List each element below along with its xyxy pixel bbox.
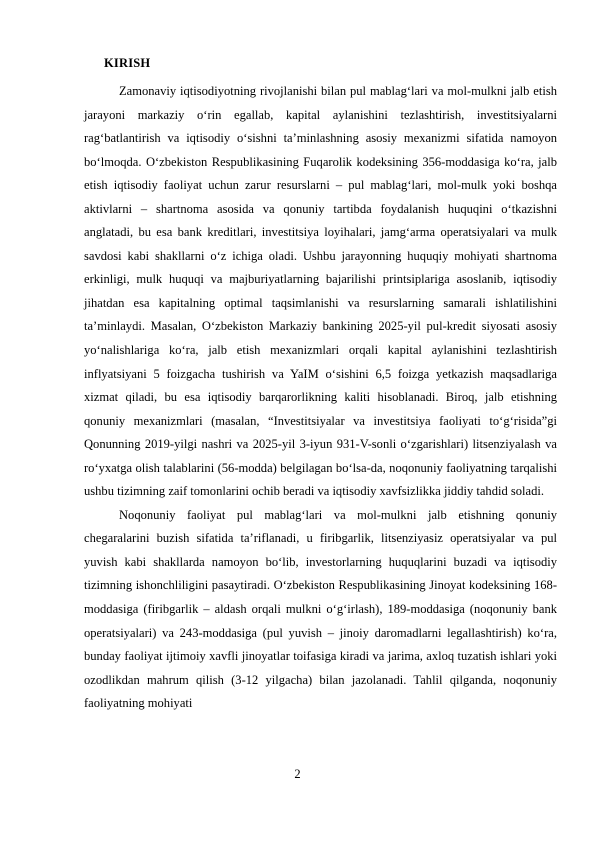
paragraph: Noqonuniy faoliyat pul mablagʻlari va mol-mulkni jalb etishning qonuniy chegaralarini buzish sifatida taʼriflanadi, u firibgarlik, litsenziyasiz operatsiyalar va pul yuvish kabi shakllarda namoyon boʻlib, investorlarning huquqlarini buzadi va iqtisodiy tizimning ishonchliligini pasaytiradi. Oʻzbekiston Respublikasining Jinoyat kodeksining 168-moddasiga (firibgarlik – aldash orqali mulkni oʻgʻirlash), 189-moddasiga (noqonuniy bank operatsiyalari) va 243-moddasiga (pul yuvish – jinoiy daromadlarni legallashtirish) koʻra, bunday faoliyat ijtimoiy xavfli jinoyatlar toifasiga kiradi va jarima, axloq tuzatish ishlari yoki ozodlikdan mahrum qilish (3-12 yilgacha) bilan jazolanadi. Tahlil qilganda, noqonuniy faoliyatning mohiyati	[84, 507, 557, 711]
body-text	[84, 80, 557, 716]
paragraph: Zamonaviy iqtisodiyotning rivojlanishi bilan pul mablagʻlari va mol-mulkni jalb etish jarayoni markaziy oʻrin egallab, kapital aylanishini tezlashtirish, investitsiyalarni ragʻbatlantirish va iqtisodiy oʻsishni taʼminlashning asosiy mexanizmi sifatida namoyon boʻlmoqda. Oʻzbekiston Respublikasining Fuqarolik kodeksining 356-moddasiga koʻra, jalb etish iqtisodiy faoliyat uchun zarur resurslarni – pul mablagʻlari, mol-mulk yoki boshqa aktivlarni – shartnoma asosida va qonuniy tartibda foydalanish huquqini oʻtkazishni anglatadi, bu esa bank kreditlari, investitsiya loyihalari, jamgʻarma operatsiyalari va mulk savdosi kabi shakllarni oʻz ichiga oladi. Ushbu jarayonning huquqiy mohiyati shartnoma erkinligi, mulk huquqi va majburiyatlarning bajarilishi printsiplariga asoslanib, iqtisodiy jihatdan esa kapitalning optimal taqsimlanishi va resurslarning samarali ishlatilishini taʼminlaydi. Masalan, Oʻzbekiston Markaziy bankining 2025-yil pul-kredit siyosati asosiy yoʻnalishlariga koʻra, jalb etish mexanizmlari orqali kapital aylanishini tezlashtirish inflyatsiyani 5 foizgacha tushirish va YaIM oʻsishini 6,5 foizga yetkazish maqsadlariga xizmat qiladi, bu esa iqtisodiy barqarorlikning kaliti hisoblanadi. Biroq, jalb etishning qonuniy mexanizmlari (masalan, “Investitsiyalar va investitsiya faoliyati toʻgʻrisida”gi Qonunning 2019-yilgi nashri va 2025-yil 3-iyun 931-V-sonli oʻzgarishlari) litsenziyalash va roʻyxatga olish talablarini (56-modda) belgilagan boʻlsa-da, noqonuniy faoliyatning tarqalishi ushbu tizimning zaif tomonlarini ochib beradi va iqtisodiy xavfsizlikka jiddiy tahdid soladi.	[84, 84, 557, 499]
page-number: 2	[294, 767, 301, 781]
section-heading: KIRISH	[104, 56, 151, 70]
